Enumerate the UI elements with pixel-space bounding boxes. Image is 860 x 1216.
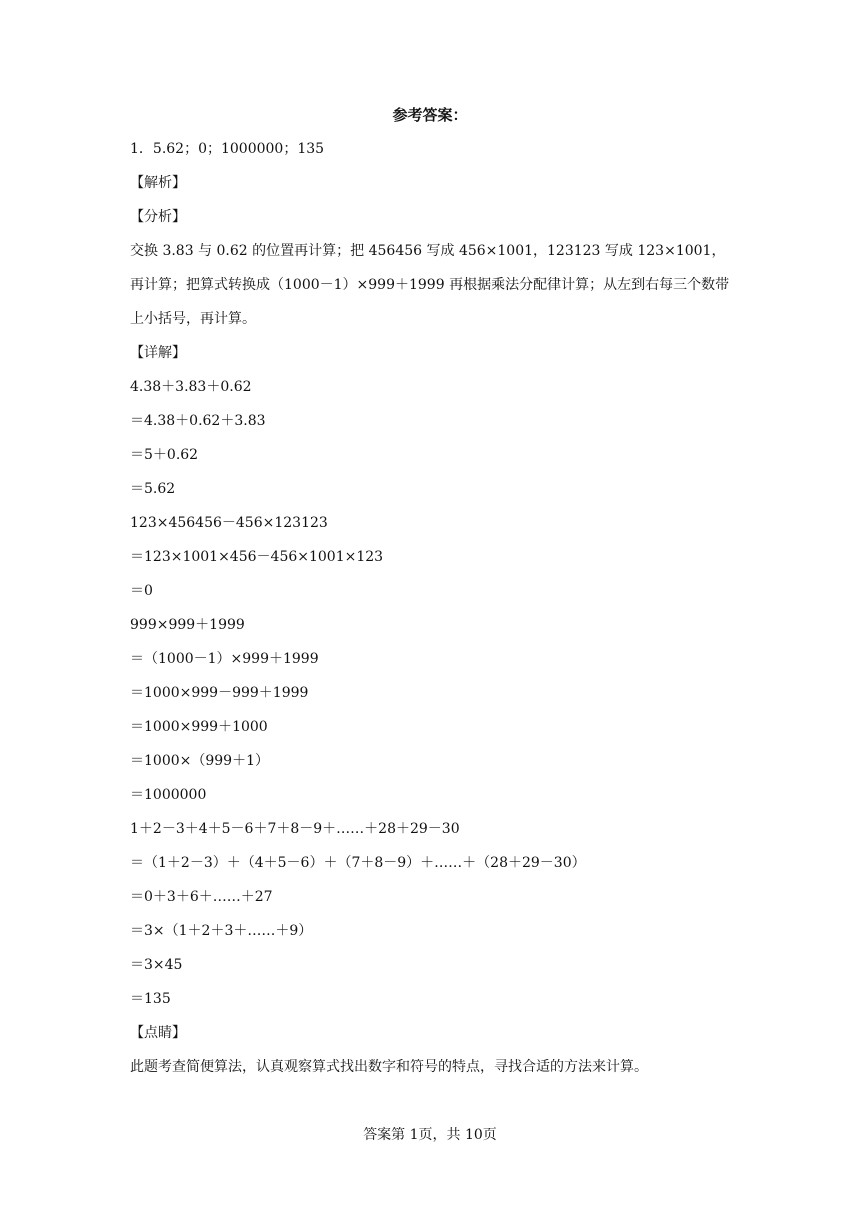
calc-step: ＝135: [130, 991, 171, 1007]
calc-step: ＝123×1001×456－456×1001×123: [130, 549, 384, 565]
calc-step: ＝0＋3＋6＋……＋27: [130, 889, 273, 905]
calc-step: ＝5.62: [130, 481, 176, 497]
calc-step: ＝0: [130, 583, 153, 599]
page-footer: 答案第 1页，共 10页: [363, 1127, 497, 1143]
calc-step: ＝1000×999－999＋1999: [130, 685, 309, 701]
dianjing-paragraph: 此题考查简便算法，认真观察算式找出数字和符号的特点，寻找合适的方法来计算。: [130, 1059, 648, 1075]
section-heading-xiangjie: 【详解】: [130, 345, 186, 361]
calc-step: ＝（1＋2－3）＋（4＋5－6）＋（7＋8－9）＋……＋（28＋29－30）: [130, 855, 586, 871]
calc-step: ＝3×45: [130, 957, 183, 973]
answer-content: [130, 132, 735, 1084]
calc-step: ＝（1000－1）×999＋1999: [130, 651, 319, 667]
calc-step: 4.38＋3.83＋0.62: [130, 379, 252, 395]
calc-step: 123×456456－456×123123: [130, 515, 328, 531]
answer-summary: 1．5.62；0；1000000；135: [130, 141, 325, 157]
section-heading-fenxi: 【分析】: [130, 209, 186, 225]
page-title: 参考答案：: [392, 106, 468, 124]
section-heading-jiexi: 【解析】: [130, 175, 186, 191]
calc-step: ＝1000×999＋1000: [130, 719, 268, 735]
calc-step: 1＋2－3＋4＋5－6＋7＋8－9＋……＋28＋29－30: [130, 821, 460, 837]
calc-step: ＝5＋0.62: [130, 447, 199, 463]
section-heading-dianjing: 【点睛】: [130, 1025, 186, 1041]
calc-step: 999×999＋1999: [130, 617, 245, 633]
calc-step: ＝3×（1＋2＋3＋……＋9）: [130, 923, 313, 939]
calc-step: ＝1000000: [130, 787, 207, 803]
calc-step: ＝1000×（999＋1）: [130, 753, 269, 769]
analysis-paragraph: 交换 3.83 与 0.62 的位置再计算；把 456456 写成 456×1001，123123 写成 123×1001，再计算；把算式转换成（1000－1）×999＋1999 再根据乘法分配律计算；从左到右每三个数带上小括号，再计算。: [130, 243, 730, 327]
calc-step: ＝4.38＋0.62＋3.83: [130, 413, 266, 429]
